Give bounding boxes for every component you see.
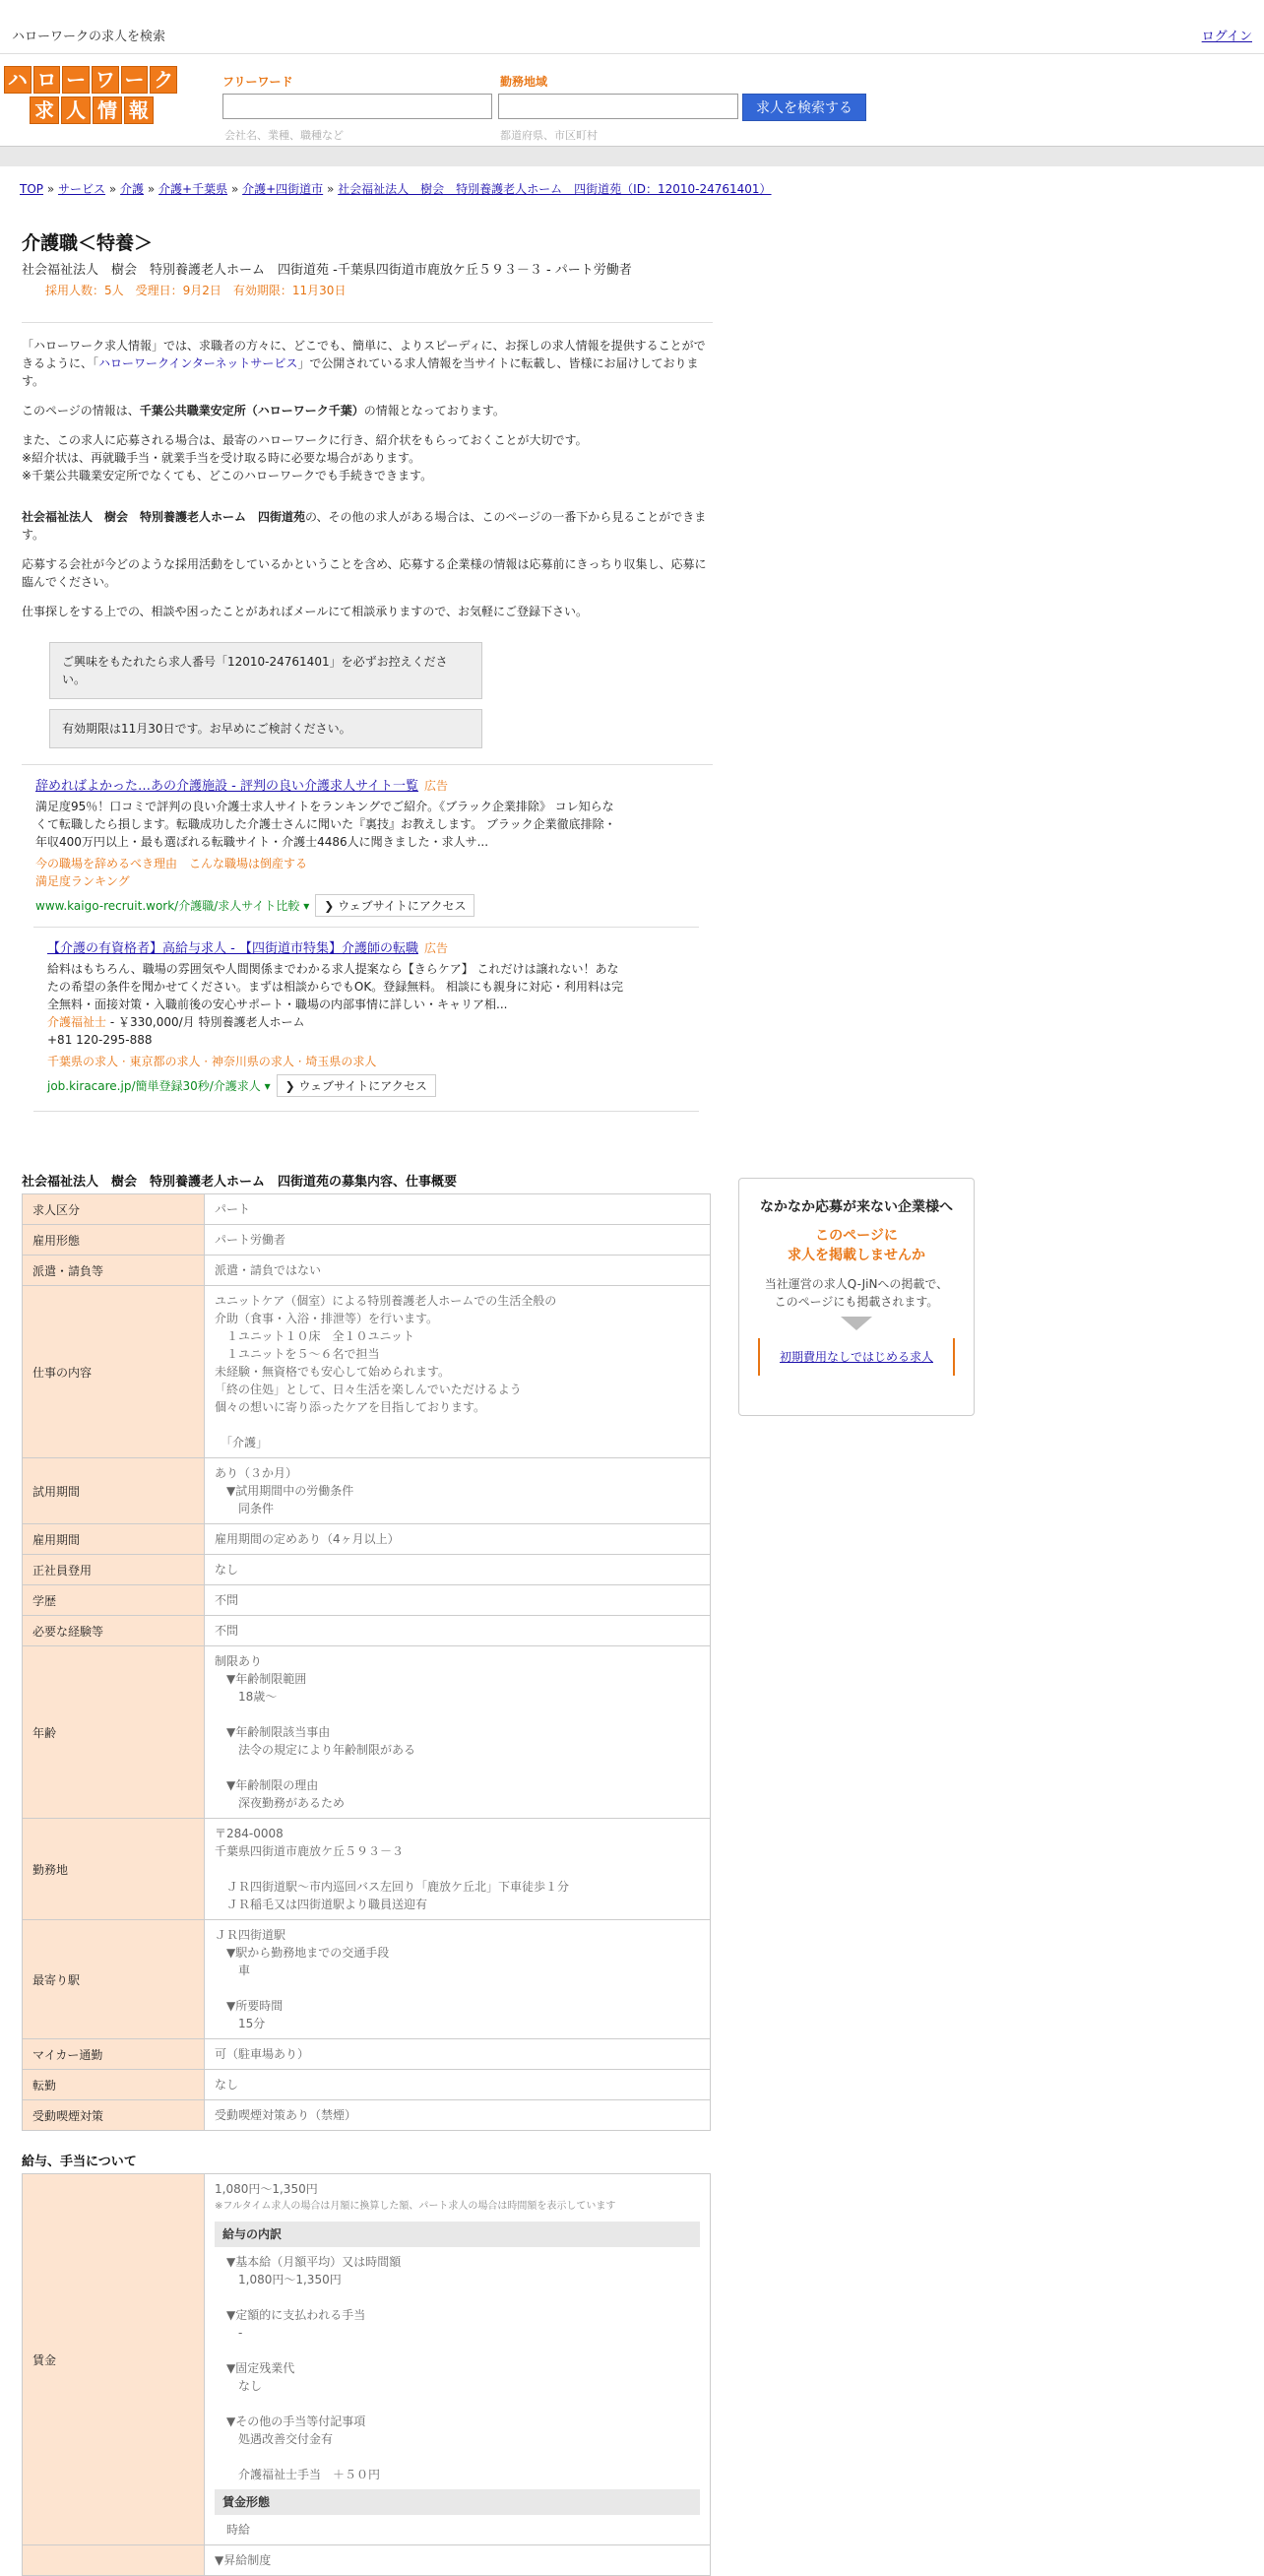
ad-1-text: 満足度95％！口コミで評判の良い介護士求人サイトをランキングでご紹介。《ブラック企業排除》 コレ知らなくて転職したら損します。転職成功した介護士さんに聞いた『裏技』お教えします。 ブラック企業徹底排除・年収400万円以上・最も選ばれる転職サイト・介護士4486人に聞きました・求人サ...: [35, 800, 616, 849]
intro-paragraph-4: 社会福祉法人 樹会 特別養護老人ホーム 四街道苑の、その他の求人がある場合は、このページの一番下から見ることができます。: [22, 510, 707, 542]
row-value: あり（３か月） ▼試用期間中の労働条件 同条件: [205, 1458, 711, 1524]
hellowork-internet-link[interactable]: ハローワークインターネットサービス: [98, 356, 298, 370]
site-title: ハローワークの求人を検索: [12, 30, 166, 44]
breadcrumb-kaigo-yotsukaido[interactable]: 介護+四街道市: [242, 182, 324, 196]
intro-paragraph-2: このページの情報は、千葉公共職業安定所（ハローワーク千葉）の情報となっております。: [22, 404, 505, 418]
raise-system: ▼昇給制度: [205, 2545, 711, 2576]
divider-strip: [0, 146, 1264, 166]
intro-paragraph-1: 「ハローワーク求人情報」では、求職者の方々に、どこでも、簡単に、よりスピーディに、お探しの求人情報を提供することができるように、「ハローワークインターネットサービス」で公開されている求人情報を当サイトに転載し、皆様にお届けしております。: [22, 339, 706, 388]
details-title: 社会福祉法人 樹会 特別養護老人ホーム 四街道苑の募集内容、仕事概要: [22, 1175, 458, 1190]
details-table: [22, 1193, 711, 2131]
row-label: 雇用形態: [23, 1225, 205, 1256]
row-value: 可（駐車場あり）: [205, 2039, 711, 2070]
row-label: 派遣・請負等: [23, 1256, 205, 1286]
promo-desc: 当社運営の求人Q-JiNへの掲載で、 このページにも掲載されます。: [764, 1277, 949, 1309]
salary-note: ※フルタイム求人の場合は月額に換算した額、パート求人の場合は時間額を表示しています: [215, 2201, 616, 2212]
table-row: [23, 1225, 711, 1256]
row-label: 試用期間: [23, 1458, 205, 1524]
ad-2-phone[interactable]: +81 120-295-888: [47, 1033, 153, 1047]
salary-form-heading: 賃金形態: [215, 2489, 700, 2515]
ad-2-tag: 広告: [423, 941, 448, 955]
freeword-hint: 会社名、業種、職種など: [224, 129, 344, 142]
table-row: [23, 1524, 711, 1555]
top-bar: [0, 0, 1264, 54]
table-row: [23, 1585, 711, 1616]
row-value: パート: [205, 1194, 711, 1225]
row-label: 年齢: [23, 1646, 205, 1819]
salary-range: 1,080円〜1,350円: [215, 2182, 318, 2196]
row-label: 仕事の内容: [23, 1286, 205, 1458]
ad-2-visit-button[interactable]: ❯ ウェブサイトにアクセス: [277, 1074, 436, 1097]
ad-2-sitelinks[interactable]: 千葉県の求人 · 東京都の求人 · 神奈川県の求人 · 埼玉県の求人: [47, 1055, 377, 1068]
promo-offer: このページに 求人を掲載しませんか: [788, 1228, 925, 1263]
table-row: [23, 2039, 711, 2070]
table-row: [23, 1194, 711, 1225]
table-row: [23, 1458, 711, 1524]
job-title: 介護職＜特養＞: [22, 232, 154, 254]
breadcrumb: TOP » サービス » 介護 » 介護+千葉県 » 介護+四街道市 » 社会福祉法人 樹会 特別養護老人ホーム 四街道苑（ID：12010-24761401）: [20, 182, 772, 196]
ad-1-tag: 広告: [424, 779, 449, 793]
intro-paragraph-5: 応募する会社が今どのような採用活動をしているかということを含め、応募する企業様の情報は応募前にきっちり収集し、応募に臨んでください。: [22, 557, 707, 589]
row-value: 不問: [205, 1616, 711, 1646]
row-value: 派遣・請負ではない: [205, 1256, 711, 1286]
row-value: なし: [205, 1555, 711, 1585]
row-value: 制限あり ▼年齢制限範囲 18歳～ ▼年齢制限該当事由 法令の規定により年齢制限がある ▼年齢制限の理由 深夜勤務があるため: [205, 1646, 711, 1819]
table-row: [23, 1616, 711, 1646]
ad-1-sitelink-1[interactable]: 今の職場を辞めるべき理由 こんな職場は倒産する: [35, 857, 308, 870]
arrow-down-icon: [841, 1317, 872, 1330]
salary-title: 給与、手当について: [22, 2155, 137, 2169]
notice-expiry: 有効期限は11月30日です。お早めにご検討ください。: [49, 709, 482, 748]
intro-paragraph-6: 仕事探しをする上での、相談や困ったことがあればメールにて相談承りますので、お気軽にご登録下さい。: [22, 605, 589, 618]
ad-1-url[interactable]: www.kaigo-recruit.work/介護職/求人サイト比較: [35, 899, 300, 913]
intro-paragraph-3: また、この求人に応募される場合は、最寄のハローワークに行き、紹介状をもらっておくことが大切です。 ※紹介状は、再就職手当・就業手当を受け取る時に必要な場合があります。 ※千葉公共職業安定所でなくても、どこのハローワークでも手続きできます。: [22, 433, 588, 483]
row-value: 〒284-0008 千葉県四街道市鹿放ケ丘５９３－３ ＪＲ四街道駅～市内巡回バス左回り「鹿放ケ丘北」下車徒歩１分 ＪＲ稲毛又は四街道駅より職員送迎有: [205, 1819, 711, 1920]
row-label: 学歴: [23, 1585, 205, 1616]
breadcrumb-top[interactable]: TOP: [20, 182, 44, 196]
row-value: 受動喫煙対策あり（禁煙）: [205, 2100, 711, 2131]
breadcrumb-service[interactable]: サービス: [58, 182, 106, 196]
table-row: [23, 1819, 711, 1920]
ad-2-title-link[interactable]: 【介護の有資格者】高給与求人 - 【四街道市特集】介護師の転職: [47, 941, 418, 956]
row-value: ＪＲ四街道駅 ▼駅から勤務地までの交通手段 車 ▼所要時間 15分: [205, 1920, 711, 2039]
area-input[interactable]: [498, 94, 738, 119]
row-value: ユニットケア（個室）による特別養護老人ホームでの生活全般の 介助（食事・入浴・排泄等）を行います。 １ユニット１０床 全１０ユニット １ユニットを５～６名で担当 未経験・無資格でも安心して始められます。 「終の住処」として、日々生活を楽しんでいただけるよう 個々の想いに寄り添ったケアを目指しております。 「介護」: [205, 1286, 711, 1458]
ad-2-salary-value: - ￥330,000/月 特別養護老人ホーム: [106, 1015, 305, 1029]
salary-label: 賃金: [23, 2174, 205, 2545]
table-row: [23, 1256, 711, 1286]
promo-title: なかなか応募が来ない企業様へ: [760, 1199, 953, 1215]
main-content: [22, 228, 713, 2576]
table-row: [23, 1286, 711, 1458]
breadcrumb-kaigo[interactable]: 介護: [120, 182, 145, 196]
ad-1-sitelink-2[interactable]: 満足度ランキング: [35, 874, 130, 888]
table-row: [23, 1920, 711, 2039]
ad-2-url[interactable]: job.kiracare.jp/簡単登録30秒/介護求人: [47, 1079, 261, 1093]
row-label: 求人区分: [23, 1194, 205, 1225]
row-label: 必要な経験等: [23, 1616, 205, 1646]
search-button[interactable]: 求人を検索する: [742, 94, 866, 121]
row-value: 不問: [205, 1585, 711, 1616]
ad-block-2: 【介護の有資格者】高給与求人 - 【四街道市特集】介護師の転職 広告 給料はもちろん、職場の雰囲気や人間関係までわかる求人提案なら【きらケア】 これだけは譲れない！あなたの希望の条件を聞かせてください。まずは相談からでもOK。登録無料。 相談にも親身に対応・利用料は完全無料・面接対策・入職前後の安心サポート・職場の内部事情に詳しい・キャリア相... 介護福祉士 - ￥330,000/月 特別養護老人ホーム +81 120-295-888 千葉県の求人 · 東京都の求人 · 神奈川県の求人 · 埼玉県の求人 job.kiracare.jp/簡単登録30秒/介護求人 ▾ ❯ ウェブサイトにアクセス: [33, 927, 699, 1107]
row-value: なし: [205, 2070, 711, 2100]
table-row: [23, 2100, 711, 2131]
table-row: [23, 2070, 711, 2100]
freeword-input[interactable]: [222, 94, 492, 119]
breadcrumb-kaigo-chiba[interactable]: 介護+千葉県: [158, 182, 228, 196]
row-label: 正社員登用: [23, 1555, 205, 1585]
job-meta: 採用人数：5人 受理日：9月2日 有効期限：11月30日: [45, 284, 347, 297]
area-label: 勤務地域: [500, 75, 548, 89]
table-row: [23, 1646, 711, 1819]
login-link[interactable]: ログイン: [1201, 30, 1252, 44]
salary-table: [22, 2173, 711, 2576]
promo-button[interactable]: 初期費用なしではじめる求人: [758, 1338, 955, 1376]
area-hint: 都道府県、市区町村: [500, 129, 598, 142]
table-row: [23, 2545, 711, 2576]
row-value: 雇用期間の定めあり（4ヶ月以上）: [205, 1524, 711, 1555]
row-label: 勤務地: [23, 1819, 205, 1920]
salary-breakdown: ▼基本給（月額平均）又は時間額 1,080円〜1,350円 ▼定額的に支払われる手当 - ▼固定残業代 なし ▼その他の手当等付記事項 処遇改善交付金有 介護福祉士手当 ＋５０円: [226, 2255, 402, 2481]
ad-2-text: 給料はもちろん、職場の雰囲気や人間関係までわかる求人提案なら【きらケア】 これだけは譲れない！あなたの希望の条件を聞かせてください。まずは相談からでもOK。登録無料。 相談にも親身に対応・利用料は完全無料・面接対策・入職前後の安心サポート・職場の内部事情に詳しい・キャリア相...: [47, 962, 624, 1011]
freeword-label: フリーワード: [222, 75, 293, 89]
row-label: 雇用期間: [23, 1524, 205, 1555]
ad-1-visit-button[interactable]: ❯ ウェブサイトにアクセス: [315, 894, 474, 917]
table-row: [23, 2174, 711, 2545]
hellowork-logo[interactable]: ハ ロ ー ワ ー ク 求 人 情 報: [4, 66, 177, 123]
job-subtitle: 社会福祉法人 樹会 特別養護老人ホーム 四街道苑 -千葉県四街道市鹿放ケ丘５９３－３ - パート労働者: [22, 263, 632, 278]
salary-form: 時給: [226, 2523, 251, 2537]
ad-2-salary-label: 介護福祉士: [47, 1015, 107, 1029]
table-row: [23, 1555, 711, 1585]
row-value: パート労働者: [205, 1225, 711, 1256]
breadcrumb-job[interactable]: 社会福祉法人 樹会 特別養護老人ホーム 四街道苑（ID：12010-24761401）: [338, 182, 772, 196]
employer-promo-box: [738, 1178, 975, 1416]
ad-1-title-link[interactable]: 辞めればよかった…あの介護施設 - 評判の良い介護求人サイト一覧: [35, 779, 419, 794]
ad-block-1: 辞めればよかった…あの介護施設 - 評判の良い介護求人サイト一覧 広告 満足度95％！口コミで評判の良い介護士求人サイトをランキングでご紹介。《ブラック企業排除》 コレ知らなくて転職したら損します。転職成功した介護士さんに聞いた『裏技』お教えします。 ブラック企業徹底排除・年収400万円以上・最も選ばれる転職サイト・介護士4486人に聞きました・求人サ... 今の職場を辞めるべき理由 こんな職場は倒産する 満足度ランキング www.kaigo-recruit.work/介護職/求人サイト比較 ▾ ❯ ウェブサイトにアクセス: [22, 764, 713, 927]
row-label: 転勤: [23, 2070, 205, 2100]
notice-job-number: ご興味をもたれたら求人番号「12010-24761401」を必ずお控えください。: [49, 642, 482, 699]
row-label: 受動喫煙対策: [23, 2100, 205, 2131]
salary-breakdown-heading: 給与の内訳: [215, 2222, 700, 2247]
row-label: 最寄り駅: [23, 1920, 205, 2039]
row-label: マイカー通勤: [23, 2039, 205, 2070]
